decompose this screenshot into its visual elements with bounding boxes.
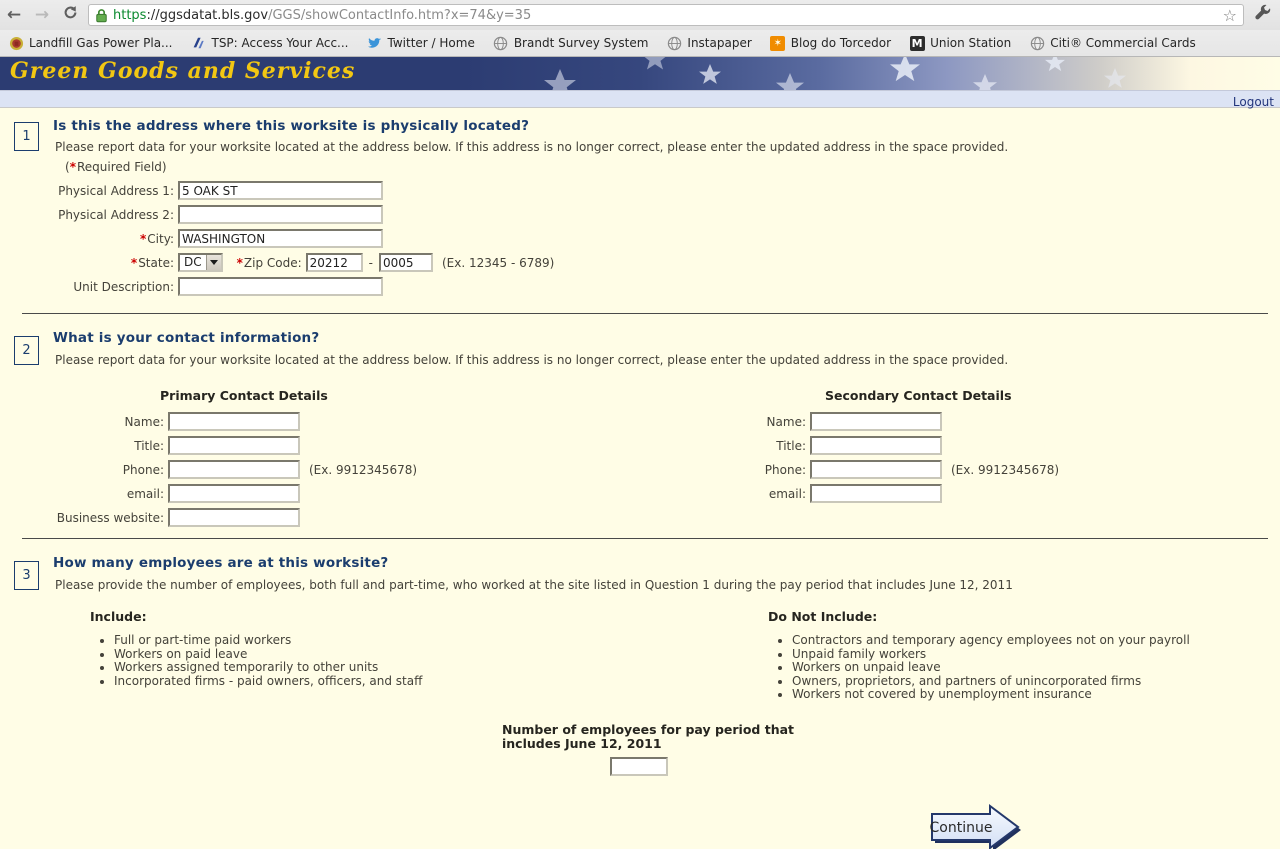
reload-icon xyxy=(63,5,78,20)
bookmark-brandt[interactable] xyxy=(491,33,651,53)
primary-phone-row xyxy=(38,460,538,479)
phone-example-text: (Ex. 9912345678) xyxy=(309,462,418,477)
include-item: • Full or part-time paid workers xyxy=(114,634,422,648)
state-select-value: DC xyxy=(184,255,202,269)
site-banner xyxy=(0,57,1280,90)
bookmark-label: Blog do Torcedor xyxy=(790,36,892,50)
continue-button[interactable] xyxy=(930,802,1024,849)
include-list xyxy=(114,634,422,688)
exclude-item: • Workers on unpaid leave xyxy=(792,661,1190,675)
name-label: Name: xyxy=(766,414,806,429)
secondary-name-row xyxy=(680,412,1180,431)
phone-example-text: (Ex. 9912345678) xyxy=(951,462,1060,477)
browser-menu-button[interactable] xyxy=(1250,4,1276,26)
bookmark-label: Landfill Gas Power Pla... xyxy=(29,36,173,50)
forward-button[interactable]: → xyxy=(34,5,50,25)
primary-website-row xyxy=(38,508,538,527)
bookmark-union-station[interactable] xyxy=(907,33,1013,53)
unit-description-row xyxy=(0,277,554,296)
exclude-item: • Contractors and temporary agency employees not on your payroll xyxy=(792,634,1190,648)
question-2-subtext: Please report data for your worksite located at the address below. If this address is no longer correct, please enter the updated address in the space provided. xyxy=(55,353,1009,367)
zip4-input[interactable] xyxy=(379,253,433,272)
bookmark-twitter[interactable] xyxy=(365,33,477,53)
address2-input[interactable] xyxy=(178,205,383,224)
question-1-heading: Is this the address where this worksite is physically located? xyxy=(53,118,530,134)
section-divider xyxy=(22,538,1268,539)
site-title: Green Goods and Services xyxy=(10,58,356,84)
url-path: /GGS/showContactInfo.htm?x=74&y=35 xyxy=(268,7,532,23)
twitter-bird-icon xyxy=(367,35,383,51)
bookmark-citi[interactable] xyxy=(1027,33,1197,53)
logout-link[interactable]: Logout xyxy=(1232,95,1274,109)
bookmark-tsp[interactable] xyxy=(188,33,350,53)
url-text xyxy=(113,8,1219,23)
address-bar[interactable] xyxy=(88,4,1244,26)
chevron-down-icon xyxy=(210,260,218,265)
reload-button[interactable] xyxy=(56,5,84,25)
bookmarks-bar xyxy=(0,30,1280,57)
bookmark-instapaper[interactable] xyxy=(664,33,753,53)
address1-row xyxy=(0,181,554,200)
wrench-icon xyxy=(1254,4,1272,22)
email-label: email: xyxy=(126,486,164,501)
employee-count-label-line1: Number of employees for pay period that xyxy=(502,722,795,737)
include-block xyxy=(90,609,422,688)
secondary-phone-row xyxy=(680,460,1180,479)
unit-description-label: Unit Description: xyxy=(73,279,174,294)
include-item: • Incorporated firms - paid owners, officers, and staff xyxy=(114,675,422,689)
globe-favicon-icon xyxy=(1029,35,1045,51)
state-select-dropdown-button[interactable] xyxy=(206,255,221,270)
secondary-title-row xyxy=(680,436,1180,455)
primary-title-row xyxy=(38,436,538,455)
primary-title-input[interactable] xyxy=(168,436,300,455)
section-divider xyxy=(22,313,1268,314)
bookmark-label: Instapaper xyxy=(687,36,752,50)
unit-description-input[interactable] xyxy=(178,277,383,296)
primary-name-input[interactable] xyxy=(168,412,300,431)
primary-name-row xyxy=(38,412,538,431)
required-asterisk: * xyxy=(69,160,76,174)
exclude-item: • Workers not covered by unemployment insurance xyxy=(792,688,1190,702)
phone-label: Phone: xyxy=(122,462,164,477)
question-3-heading: How many employees are at this worksite? xyxy=(53,555,389,571)
secondary-title-input[interactable] xyxy=(810,436,942,455)
title-label: Title: xyxy=(134,438,164,453)
bookmark-label: Union Station xyxy=(930,36,1012,50)
tsp-favicon-icon xyxy=(190,35,206,51)
address1-input[interactable] xyxy=(178,181,383,200)
secondary-email-input[interactable] xyxy=(810,484,942,503)
primary-website-input[interactable] xyxy=(168,508,300,527)
secure-lock-icon xyxy=(95,8,108,23)
state-select[interactable] xyxy=(178,253,223,272)
do-not-include-heading: Do Not Include: xyxy=(768,609,878,624)
bookmark-label: Twitter / Home xyxy=(387,36,475,50)
primary-contact-block xyxy=(38,388,538,532)
email-label: email: xyxy=(768,486,806,501)
question-3-number: 3 xyxy=(14,561,39,590)
continue-button-label: Continue xyxy=(930,820,993,836)
exclude-item: • Unpaid family workers xyxy=(792,648,1190,662)
primary-contact-heading: Primary Contact Details xyxy=(160,388,328,403)
browser-toolbar xyxy=(0,0,1280,30)
globe-favicon-icon xyxy=(666,35,682,51)
question-1-number: 1 xyxy=(14,122,39,151)
address1-label: Physical Address 1: xyxy=(58,183,174,198)
state-zip-row xyxy=(0,253,554,272)
address2-row xyxy=(0,205,554,224)
bookmark-blog-torcedor[interactable] xyxy=(768,33,893,53)
city-row xyxy=(0,229,554,248)
bookmark-landfill[interactable] xyxy=(6,33,174,53)
question-1-subtext: Please report data for your worksite located at the address below. If this address is no longer correct, please enter the updated address in the space provided. xyxy=(55,140,1009,154)
secondary-email-row xyxy=(680,484,1180,503)
secondary-contact-heading: Secondary Contact Details xyxy=(825,388,1012,403)
url-host: ://ggsdatat.bls.gov xyxy=(146,7,269,23)
include-item: • Workers on paid leave xyxy=(114,648,422,662)
back-button[interactable]: ← xyxy=(6,5,22,25)
secondary-phone-input[interactable] xyxy=(810,460,942,479)
employee-count-block xyxy=(502,723,802,776)
metro-favicon-icon: M xyxy=(909,35,925,51)
primary-email-input[interactable] xyxy=(168,484,300,503)
zip-example-text: (Ex. 12345 - 6789) xyxy=(442,255,555,270)
primary-phone-input[interactable] xyxy=(168,460,300,479)
zip-input[interactable] xyxy=(306,253,363,272)
business-website-label: Business website: xyxy=(56,510,164,525)
include-item: • Workers assigned temporarily to other units xyxy=(114,661,422,675)
city-label: *City: xyxy=(140,231,174,246)
employee-count-label-line2: includes June 12, 2011 xyxy=(502,736,662,751)
form-content xyxy=(0,108,1280,849)
required-asterisk: * xyxy=(130,255,138,270)
zip-label: *Zip Code: xyxy=(236,255,302,270)
zip-separator: - xyxy=(368,255,373,270)
do-not-include-list xyxy=(792,634,1190,702)
state-label: *State: xyxy=(130,255,174,270)
required-field-note: (*Required Field) xyxy=(65,160,167,174)
landfill-favicon-icon xyxy=(8,35,24,51)
primary-email-row xyxy=(38,484,538,503)
employee-count-input[interactable] xyxy=(610,757,668,776)
phone-label: Phone: xyxy=(764,462,806,477)
secondary-contact-block xyxy=(680,388,1180,508)
address2-label: Physical Address 2: xyxy=(58,207,174,222)
bookmark-label: TSP: Access Your Acc... xyxy=(211,36,349,50)
globe-favicon-icon xyxy=(493,35,509,51)
required-asterisk: * xyxy=(140,231,147,246)
exclude-item: • Owners, proprietors, and partners of unincorporated firms xyxy=(792,675,1190,689)
secondary-name-input[interactable] xyxy=(810,412,942,431)
url-scheme: https xyxy=(113,7,147,23)
include-heading: Include: xyxy=(90,609,147,624)
bookmark-label: Brandt Survey System xyxy=(513,36,649,50)
bookmark-star-icon[interactable]: ☆ xyxy=(1222,5,1237,25)
orange-star-favicon-icon: ✶ xyxy=(770,35,786,51)
city-input[interactable] xyxy=(178,229,383,248)
do-not-include-block xyxy=(768,609,1190,702)
required-asterisk: * xyxy=(236,255,243,270)
bookmark-label: Citi® Commercial Cards xyxy=(1050,36,1196,50)
name-label: Name: xyxy=(124,414,164,429)
title-label: Title: xyxy=(776,438,806,453)
question-2-number: 2 xyxy=(14,336,39,365)
question-3-subtext: Please provide the number of employees, both full and part-time, who worked at the site listed in Question 1 during the pay period that includes June 12, 2011 xyxy=(55,578,1013,592)
session-bar xyxy=(0,90,1280,108)
question-2-heading: What is your contact information? xyxy=(53,330,320,346)
